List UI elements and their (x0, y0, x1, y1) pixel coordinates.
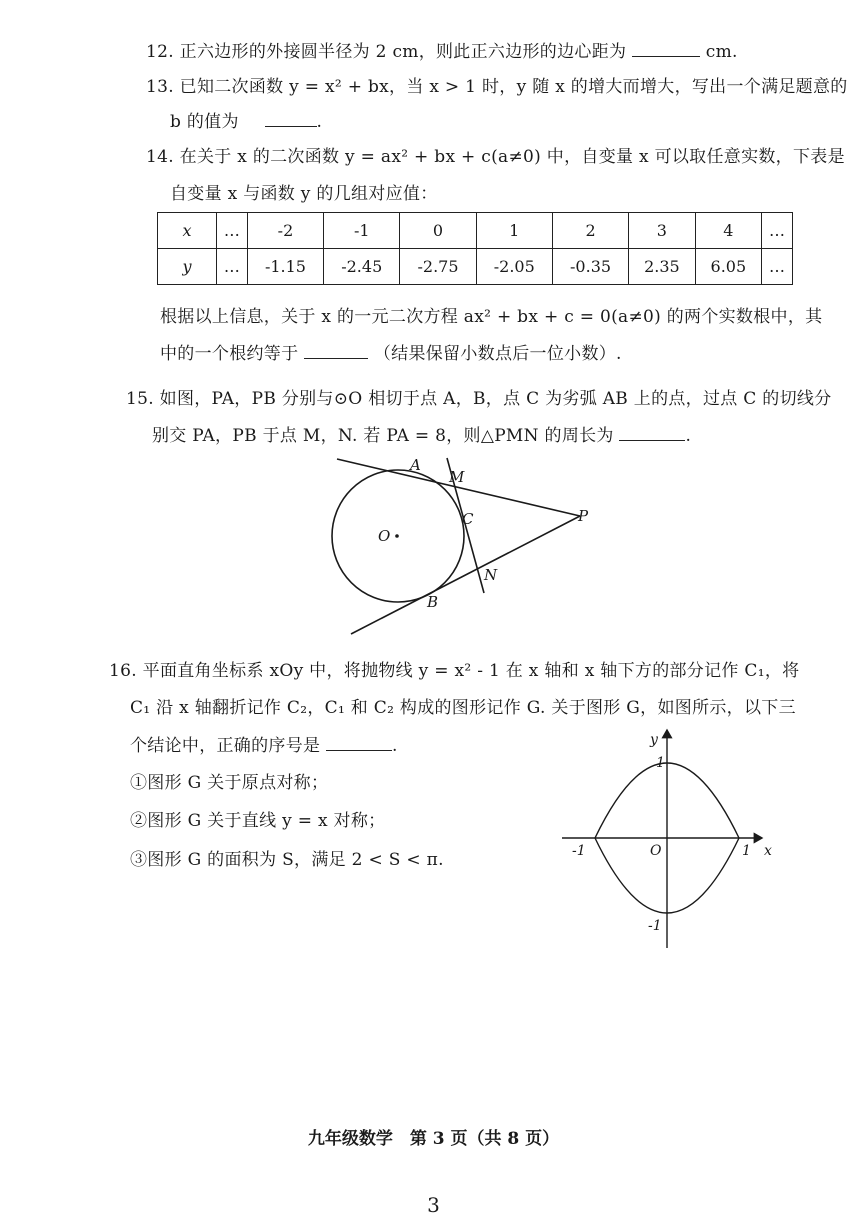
table-cell: … (217, 249, 248, 285)
question-15-line-2-text: 别交 PA，PB 于点 M，N. 若 PA = 8，则△PMN 的周长为 (152, 426, 614, 446)
label-p: P (578, 507, 589, 525)
label-m: M (449, 468, 465, 486)
question-12-text: 12. 正六边形的外接圆半径为 2 cm，则此正六边形的边心距为 (146, 42, 627, 62)
question-14-line-4-text: 中的一个根约等于 (160, 344, 299, 364)
table-cell: 2 (552, 213, 628, 249)
question-14-line-2: 自变量 x 与函数 y 的几组对应值： (170, 184, 438, 204)
table-cell: … (762, 213, 793, 249)
label-a: A (410, 456, 421, 474)
question-16-line-1: 16. 平面直角坐标系 xOy 中，将抛物线 y = x² - 1 在 x 轴和 x 轴下方的部分记作 C₁，将 (109, 661, 800, 681)
question-14-line-4-note: （结果保留小数点后一位小数）. (373, 344, 622, 364)
table-cell: -0.35 (552, 249, 628, 285)
table-cell: -2.45 (324, 249, 400, 285)
tick-label-top: 1 (656, 755, 665, 771)
question-15-line-2: 别交 PA，PB 于点 M，N. 若 PA = 8，则△PMN 的周长为 . (152, 426, 692, 446)
page-footer: 九年级数学 第 3 页（共 8 页） (307, 1129, 560, 1149)
table-cell: … (217, 213, 248, 249)
x-axis-label: x (764, 843, 772, 859)
table-cell: 0 (400, 213, 476, 249)
origin-label: O (650, 843, 662, 859)
question-13-line-2-text: b 的值为 (170, 112, 239, 132)
option-1: ①图形 G 关于原点对称； (130, 773, 329, 793)
table-header-x: x (158, 213, 217, 249)
tick-label-right: 1 (742, 843, 751, 859)
table-cell: -2 (247, 213, 323, 249)
label-o: O (378, 527, 391, 545)
table-cell: -1.15 (247, 249, 323, 285)
table-cell: 2.35 (629, 249, 695, 285)
table-cell: 4 (695, 213, 761, 249)
question-16-line-3: 个结论中，正确的序号是 . (130, 736, 398, 756)
option-2: ②图形 G 关于直线 y = x 对称； (130, 811, 386, 831)
label-n: N (484, 566, 498, 584)
table-cell: -2.75 (400, 249, 476, 285)
table-cell: -1 (324, 213, 400, 249)
question-14-line-3: 根据以上信息，关于 x 的一元二次方程 ax² + bx + c = 0(a≠0) 的两个实数根中，其 (160, 307, 823, 327)
y-axis-label: y (650, 732, 658, 748)
question-14-line-1: 14. 在关于 x 的二次函数 y = ax² + bx + c(a≠0) 中，自变量 x 可以取任意实数，下表是 (146, 147, 845, 167)
question-16-line-3-text: 个结论中，正确的序号是 (130, 736, 321, 756)
question-13-line-2: b 的值为 . (170, 112, 323, 132)
table-cell: … (762, 249, 793, 285)
table-cell: -2.05 (476, 249, 552, 285)
question-12-unit: cm. (705, 42, 738, 62)
table-header-y: y (158, 249, 217, 285)
question-13-line-1: 13. 已知二次函数 y = x² + bx，当 x > 1 时，y 随 x 的增大而增大，写出一个满足题意的 (146, 77, 848, 97)
tick-label-left: -1 (572, 843, 586, 859)
option-3: ③图形 G 的面积为 S，满足 2 < S < π. (130, 850, 444, 870)
table-cell: 3 (629, 213, 695, 249)
question-16-line-2: C₁ 沿 x 轴翻折记作 C₂，C₁ 和 C₂ 构成的图形记作 G. 关于图形 G，如图所示，以下三 (130, 698, 796, 718)
question-15-line-1: 15. 如图，PA，PB 分别与⊙O 相切于点 A，B，点 C 为劣弧 AB 上的点，过点 C 的切线分 (126, 389, 832, 409)
label-c: C (462, 510, 474, 528)
label-b: B (427, 593, 439, 611)
page-number: 3 (427, 1193, 440, 1217)
tick-label-bottom: -1 (648, 918, 662, 934)
table-cell: 6.05 (695, 249, 761, 285)
table-cell: 1 (476, 213, 552, 249)
